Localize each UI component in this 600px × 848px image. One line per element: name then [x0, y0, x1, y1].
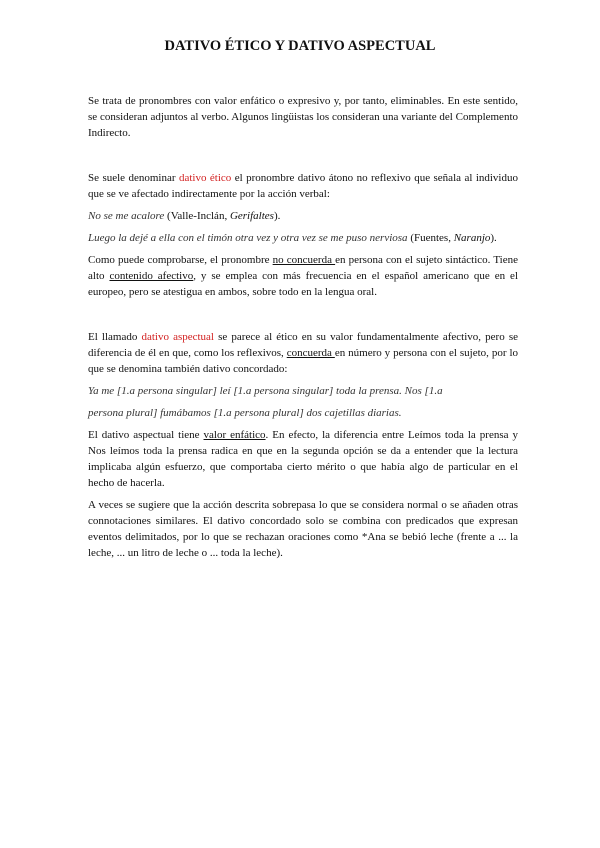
paragraph-connotaciones: A veces se sugiere que la acción descrita sobrepasa lo que se considera normal o se añaden otras connotaciones similares. El dativo concordado solo se combina con predicados que expresan eventos delimitados, por lo que se rechazan oraciones como *Ana se bebió leche (frente a ... la leche, ... un litro de leche o ... toda la leche). [88, 499, 518, 559]
term-dativo-etico: dativo ético [178, 172, 232, 184]
text: Se suele denominar [88, 172, 179, 184]
underlined-text: concuerda [286, 347, 335, 359]
citation-work: Gerifaltes [229, 210, 274, 222]
paragraph-comprobacion [88, 252, 518, 300]
term-dativo-aspectual: dativo aspectual [141, 331, 214, 343]
example-1 [88, 208, 518, 224]
example-text: No se me acalore [88, 210, 165, 222]
text: Como puede comprobarse, el pronombre [88, 254, 273, 266]
citation-work: Naranjo [453, 232, 491, 244]
text: El dativo aspectual tiene [88, 429, 204, 441]
example-4: persona plural] fumábamos [1.a persona plural] dos cajetillas diarias. [88, 407, 402, 419]
text: , y se emplea con más frecuencia en el español americano que en el europeo, pero se atestigua en ambos, sobre todo en la lengua oral. [88, 270, 518, 298]
example-text: Luego la dejé a ella con el timón otra vez y otra vez se me puso nerviosa [88, 232, 408, 244]
citation: (Fuentes, [407, 232, 454, 244]
paragraph-valor-enfatico [88, 427, 518, 491]
text: en número y persona con el sujeto, por lo que se denomina también dativo concordado: [88, 347, 518, 375]
citation: (Valle-Inclán, [164, 210, 230, 222]
paragraph-intro: Se trata de pronombres con valor enfático o expresivo y, por tanto, eliminables. En este sentido, se consideran adjuntos al verbo. Algunos lingüistas los consideran una variante del Complemento Indirecto. [88, 95, 518, 139]
document-body [88, 93, 518, 561]
text: El llamado [88, 331, 142, 343]
paragraph-dativo-aspectual [88, 329, 518, 377]
document-title: DATIVO ÉTICO Y DATIVO ASPECTUAL [164, 38, 436, 54]
text: se parece al ético en su valor fundamentalmente afectivo, pero se diferencia de él en que, como los reflexivos, [88, 331, 518, 359]
underlined-text: contenido afectivo [109, 270, 194, 282]
text: el pronombre dativo átono no reflexivo que señala al individuo que se ve afectado indirectamente por la acción verbal: [88, 172, 518, 200]
underlined-text: valor enfático [203, 429, 266, 441]
example-2 [88, 230, 518, 246]
example-3: Ya me [1.a persona singular] leí [1.a persona singular] toda la prensa. Nos [1.a [88, 385, 443, 397]
citation: ). [273, 210, 281, 222]
citation: ). [490, 232, 497, 244]
underlined-text: no concuerda [272, 254, 336, 266]
text: . En efecto, la diferencia entre Leímos toda la prensa y Nos leímos toda la prensa radica en que en la segunda opción se da a entender que la lectura implicaba algún esfuerzo, que comportaba cierto mérito o que había algo de particular en el hecho de hacerla. [88, 429, 518, 489]
text: en persona con el sujeto sintáctico. Tiene alto [88, 254, 518, 282]
paragraph-dativo-etico [88, 170, 518, 202]
